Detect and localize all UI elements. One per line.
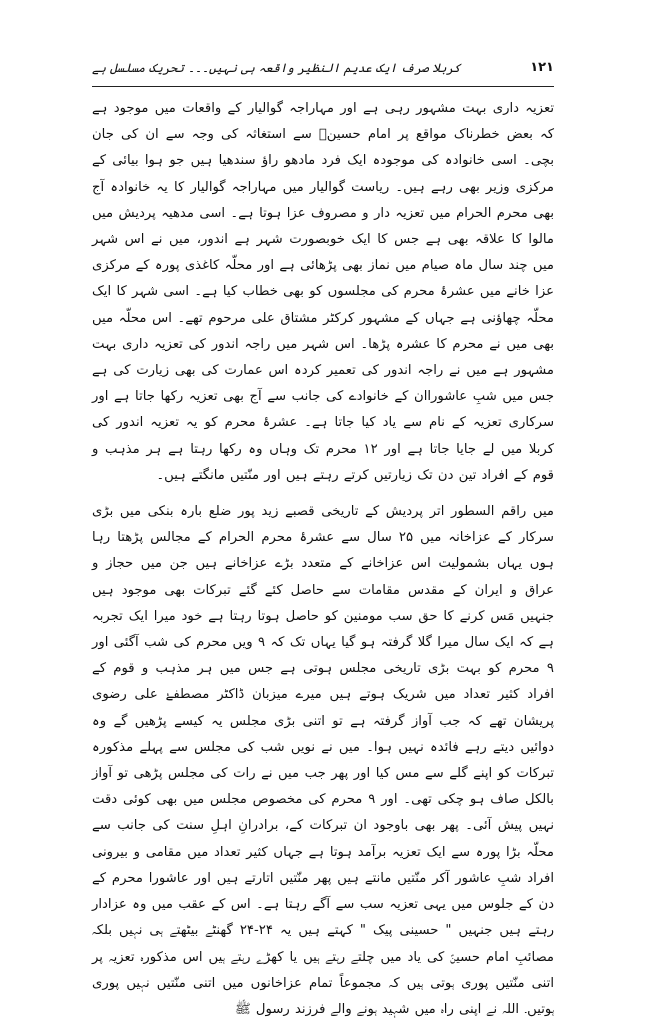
paragraph-2: میں راقم السطور اتر پردیش کے تاریخی قصبے زید پور ضلع بارہ بنکی میں بڑی سرکار کے عزاخانہ میں ۲۵ سال سے عشرۂ محرم الحرام کے مجالس پڑھتا رہا ہوں یہاں بشمولیت اس عزاخانے کے متعدد بڑے عزاخانے ہیں جن میں حجاز و عراق و ایران کے مقدس مقامات سے حاصل کئے گئے تبرکات بھی موجود ہیں جنہیں مَس کرنے کا حق سب مومنین کو حاصل ہوتا رہتا ہے خود میرا ایک تجربہ ہے کہ ایک سال میرا گلا گرفتہ ہو گیا یہاں تک کہ ۹ ویں محرم کی شب آگئی اور ۹ محرم کو بہت بڑی تاریخی مجلس ہوتی ہے جس میں ہر مذہب و قوم کے افراد کثیر تعداد میں شریک ہوتے ہیں میرے میزبان ڈاکٹر مصطفےٰ علی رضوی پریشان تھے کہ جب آواز گرفتہ ہے تو اتنی بڑی مجلس یہ کیسے پڑھیں گے وہ دوائیں دیتے رہے فائدہ نہیں ہوا۔ میں نے نویں شب کی مجلس سے پہلے مذکورہ تبرکات کو اپنے گلے سے مس کیا اور پھر جب میں نے رات کی مجلس پڑھی تو آواز بالکل صاف ہو چکی تھی۔ اور ۹ محرم کی مخصوص مجلس میں بھی کوئی دقت نہیں پیش آئی۔ پھر بھی باوجود ان تبرکات کے، برادرانِ اہلِ سنت کی جانب سے محلّہ بڑا پورہ سے ایک تعزیہ برآمد ہوتا ہے جہاں کثیر تعداد میں مقامی و بیرونی افراد شبِ عاشور آکر منّتیں مانتے ہیں پھر منّتیں اتارتے ہیں اور عاشورا محرم کے دن کے جلوس میں یہی تعزیہ سب سے آگے رہتا ہے۔ اس کے عقب میں وہ عزادار رہتے ہیں جنہیں " حسینی پیک " کہتے ہیں یہ ۲۴-۲۴ گھنٹے بیٹھتے ہی نہیں بلکہ مصائبِ امام حسینؑ کی یاد میں چلتے رہتے ہیں یا کھڑے رہتے ہیں اس مذکورہ تعزیہ پر اتنی منّتیں پوری ہوتی ہیں کہ مجموعاً تمام عزاخانوں میں اتنی منّتیں نہیں پوری ہوتیں۔ اللہ نے اپنی راہ میں شہید ہونے والے فرزند رسول ﷺ	[92, 504, 554, 1017]
page-number: ۱۲۱	[530, 60, 554, 75]
header-divider	[92, 86, 554, 87]
running-title: کربلا صرف ایک عدیم النظیر واقعہ ہی نہیں۔۔۔ تحریک مسلسل ہے	[92, 61, 461, 75]
paragraph-1: تعزیہ داری بہت مشہور رہی ہے اور مہاراجہ گوالیار کے واقعات میں موجود ہے کہ بعض خطرناک مواقع پر امام حسینؑ سے استغاثہ کی وجہ سے ان کی جان بچی۔ اسی خانوادہ کی موجودہ ایک فرد مادھو راؤ سندھیا ہیں جو ہوا بیائی کے مرکزی وزیر بھی رہے ہیں۔ ریاست گوالیار میں مہاراجہ گوالیار کا یہ خانوادہ آج بھی محرم الحرام میں تعزیہ دار و مصروف عزا ہوتا ہے۔ اسی مدھیہ پردیش میں مالوا کا علاقہ بھی ہے جس کا ایک خوبصورت شہر ہے اندور، میں نے اس شہر میں چند سال ماہ صیام میں نماز بھی پڑھائی ہے اور محلّہ کاغذی پورہ کے مرکزی عزا خانے میں عشرۂ محرم کی مجلسوں کو بھی خطاب کیا ہے۔ اسی شہر کا ایک محلّہ چھاؤنی ہے جہاں کے مشہور کرکٹر مشتاق علی مرحوم تھے۔ اس محلّہ میں بھی میں نے محرم کا عشرہ پڑھا۔ اس شہر میں راجہ اندور کی تعزیہ داری بہت مشہور ہے میں نے راجہ اندور کی تعمیر کردہ اس عمارت کی بھی زیارت کی ہے جس میں شبِ عاشوراان کے خانوادے کی جانب سے آج بھی تعزیہ رکھا جاتا ہے اور سرکاری تعزیہ کے نام سے یاد کیا جاتا ہے۔ عشرۂ محرم کو یہ تعزیہ اندور کی کربلا میں لے جایا جاتا ہے اور ۱۲ محرم تک وہاں وہ رکھا رہتا ہے ہر مذہب و قوم کے افراد تین دن تک زیارتیں کرتے رہتے ہیں اور منّتیں مانگتے ہیں۔	[92, 101, 554, 483]
body-text	[92, 96, 554, 1023]
page-header	[92, 60, 554, 82]
